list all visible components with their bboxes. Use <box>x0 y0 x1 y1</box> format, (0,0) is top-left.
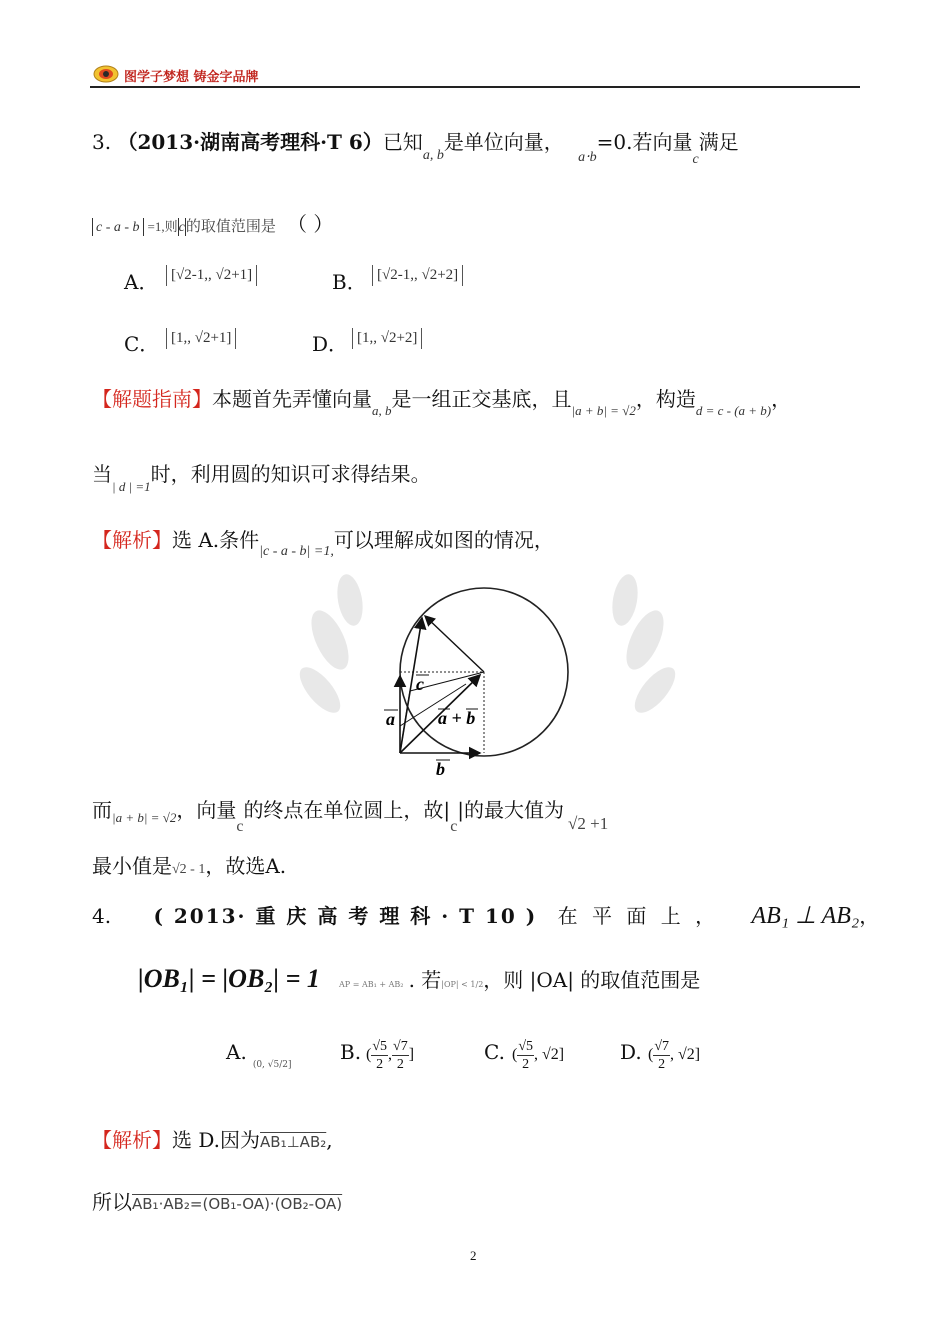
q3-option-a <box>124 266 158 295</box>
guide-tag: 【解题指南】 <box>92 387 212 411</box>
q3-dot: a⋅b <box>578 150 597 165</box>
q3-cond-tail: 的取值范围是 <box>185 219 276 235</box>
label-c: c <box>416 674 424 694</box>
q4-option-b: B. <box>340 1040 362 1064</box>
q3-option-d <box>312 328 348 357</box>
header-logo <box>92 64 120 84</box>
q4-option-c: C. <box>484 1040 505 1064</box>
option-label: B． <box>332 270 367 294</box>
q3-option-c <box>124 328 159 357</box>
q4-option-b-value: ( $\frac{√5}{2}$ , $\frac{√7}{2}$ ] <box>366 1039 415 1072</box>
q4-option-d-value: ( $\frac{√7}{2}$ , √2] <box>648 1039 701 1072</box>
analysis-tag: 【解析】 <box>92 528 172 552</box>
guide-line-2: 当$_{| d | =1}$时，利用圆的知识可求得结果。 <box>92 462 431 494</box>
q4-condition-line: |OB₁| = |OB₂| = 1 AP = AB₁ + AB₂ . 若|OP| < 1/2，则 |OA| 的取值范围是 <box>138 964 701 993</box>
header-brand: 图学子梦想 铸金字品牌 <box>124 70 259 85</box>
label-b: b <box>436 759 445 779</box>
label-a: a <box>386 709 395 729</box>
q3-option-b-value: [√2-1,, √2+2] <box>372 264 463 286</box>
q3-option-d-value: [1,, √2+2] <box>352 327 422 349</box>
q4-option-d: D. <box>620 1040 642 1064</box>
q3-cond-c: c <box>178 220 185 235</box>
q4-option-a: $A._{(0, √5/2]}$ <box>226 1040 292 1070</box>
q3-stem-b: 是单位向量， <box>443 130 564 154</box>
analysis-line-2: 而$_{|a + b| = √2}$，向量$_c$的终点在单位圆上，故$|_c|$的最大值为$_{√2 +1}$ <box>92 798 609 835</box>
q3-paren: （ ） <box>286 212 334 236</box>
option-label: C． <box>124 332 160 356</box>
q4-cond1: |OB₁| = |OB₂| = 1 <box>138 964 320 993</box>
vector-d <box>425 616 484 672</box>
q3-condition-line <box>92 208 333 237</box>
q3-cond: c - a - b <box>96 220 140 235</box>
q3-stem-d: 满足 <box>698 130 739 154</box>
q4-analysis-line-1: 【解析】选 D.因为AB₁⊥AB₂, <box>92 1128 333 1152</box>
q4-option-c-value: ( $\frac{√5}{2}$ , √2] <box>512 1039 565 1072</box>
q3-stem-line <box>92 126 739 167</box>
header-rule <box>90 86 860 88</box>
q3-c: c <box>692 152 699 167</box>
analysis-line-3: 最小值是√2 - 1，故选A. <box>92 854 287 878</box>
q4-stem-line: 4. ( 2013· 重 庆 高 考 理 科 · T 10 ) 在 平 面 上 ， AB₁ ⊥ AB₂， <box>92 903 880 929</box>
analysis-line-1: 【解析】选 A.条件$_{|c - a - b| =1,}$可以理解成如图的情况， <box>92 528 554 559</box>
option-label: D． <box>312 332 349 356</box>
q3-cond-eq: =1,则 <box>147 219 178 234</box>
q3-ab: a, b <box>422 148 444 163</box>
q4-analysis-line-2: 所以AB₁·AB₂=(OB₁-OA)·(OB₂-OA) <box>92 1190 343 1214</box>
q3-option-c-value: [1,, √2+1] <box>166 327 236 349</box>
q3-source: （2013·湖南高考理科·T 6） <box>117 130 383 154</box>
option-label: A． <box>124 270 159 294</box>
label-ab: a + b <box>438 708 476 728</box>
q4-perp: AB₁ ⊥ AB₂ <box>751 903 860 929</box>
q3-stem-c: =0.若向量 <box>596 130 693 154</box>
q3-option-a-value: [√2-1,, √2+1] <box>166 264 257 286</box>
guide-line-1: 【解题指南】本题首先弄懂向量$_{a, b}$是一组正交基底，且$_{|a + b| = √2}$，构造$_{d = c - (a + b)}$， <box>92 387 792 418</box>
page-number: 2 <box>470 1248 477 1263</box>
vector-figure <box>376 586 576 782</box>
q3-number: 3. <box>92 130 112 154</box>
q3-stem-a: 已知 <box>382 130 423 154</box>
q3-option-b <box>332 266 367 295</box>
